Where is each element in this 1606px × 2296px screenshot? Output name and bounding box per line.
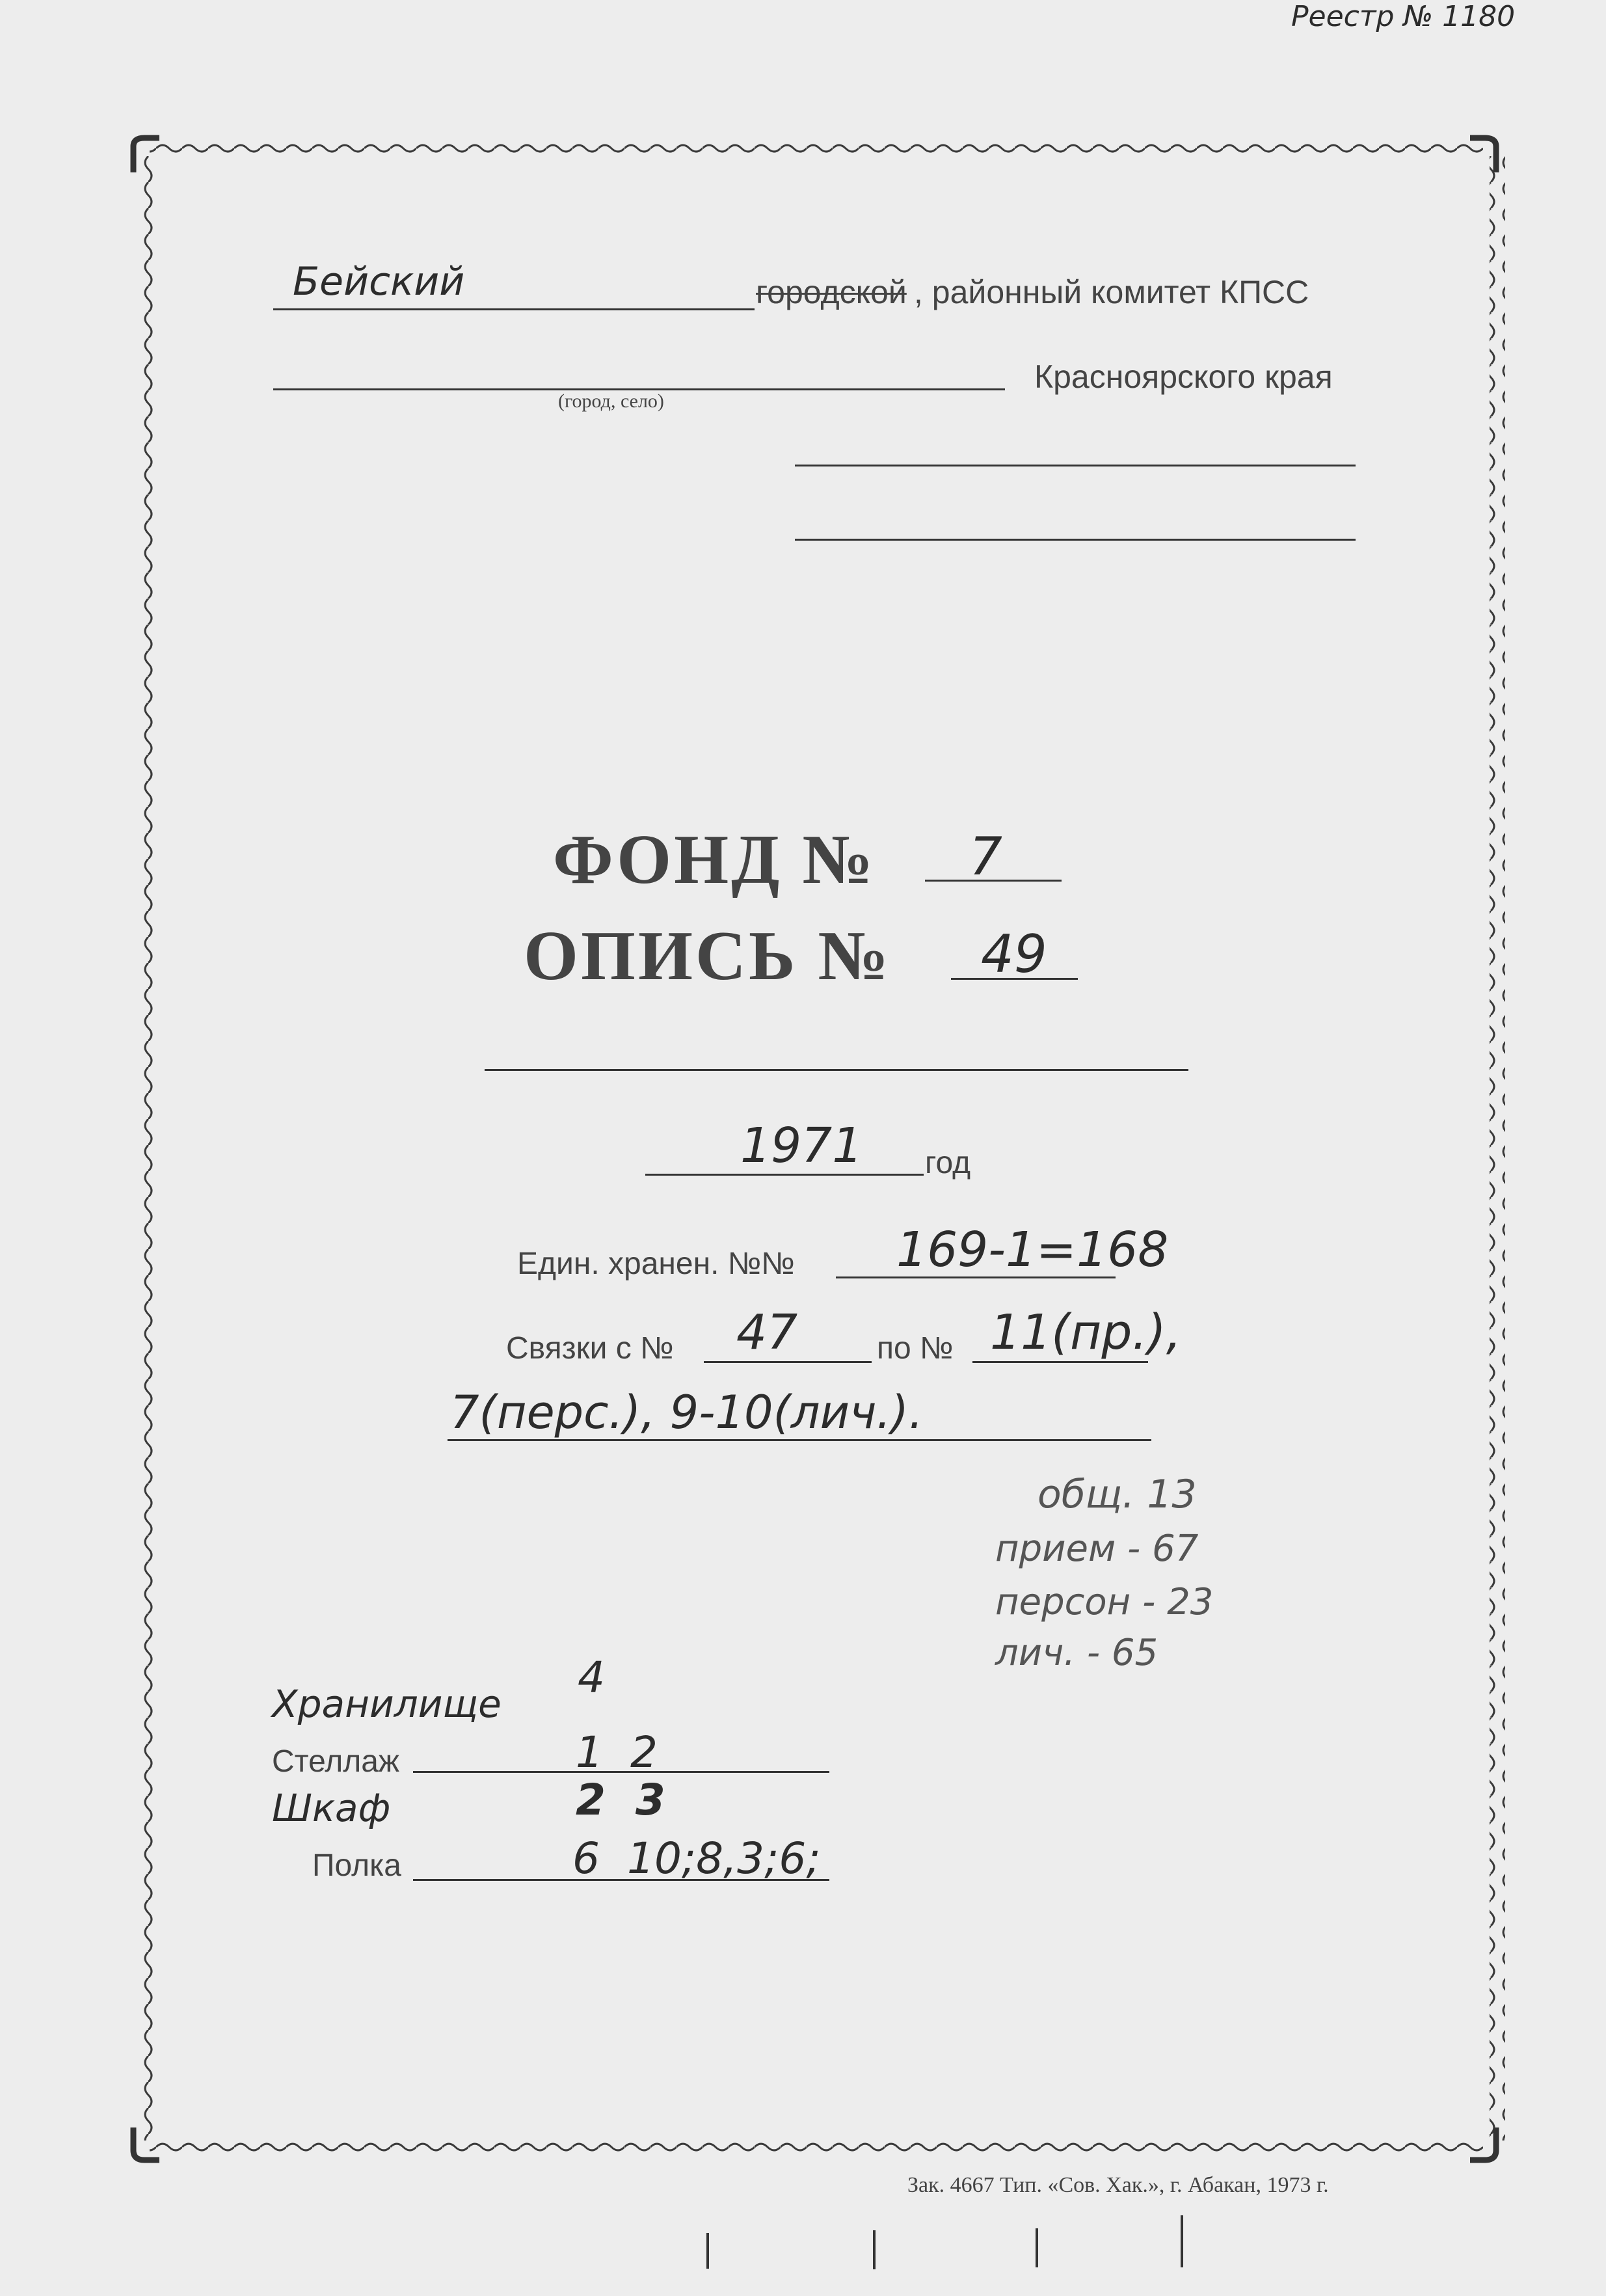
- city-caption: (город, село): [558, 390, 664, 412]
- blank-line-1: [795, 465, 1356, 466]
- bundles-from-underline: [704, 1361, 872, 1363]
- fond-label: ФОНД №: [553, 821, 876, 898]
- shelf-value: 6 10;8,3;6;: [572, 1833, 821, 1884]
- city-underline: [273, 308, 755, 310]
- binding-mark-3: [1036, 2228, 1038, 2267]
- struck-word: городской: [756, 274, 907, 310]
- repository-label: Хранилище: [272, 1682, 502, 1726]
- cabinet-value: 2 3: [576, 1775, 665, 1825]
- fond-value: 7: [969, 826, 1002, 887]
- fond-underline: [925, 880, 1062, 882]
- binding-mark-2: [873, 2230, 876, 2269]
- bundles-continuation-underline: [448, 1439, 1151, 1441]
- imprint: Зак. 4667 Тип. «Сов. Хак.», г. Абакан, 1973 г.: [907, 2173, 1329, 2197]
- units-underline: [836, 1276, 1116, 1278]
- cabinet-label: Шкаф: [272, 1786, 391, 1830]
- committee-text: , районный комитет КПСС: [914, 274, 1309, 310]
- opis-value: 49: [981, 924, 1047, 984]
- units-label: Един. хранен. №№: [517, 1247, 795, 1281]
- city-value: Бейский: [293, 259, 465, 304]
- year-value: 1971: [740, 1118, 863, 1174]
- rack-value: 1 2: [576, 1727, 658, 1777]
- year-label: год: [925, 1146, 971, 1180]
- units-value: 169-1=168: [896, 1222, 1169, 1278]
- rack-underline: [413, 1771, 829, 1773]
- opis-underline: [951, 978, 1078, 980]
- region-text: Красноярского края: [1034, 358, 1333, 395]
- bundles-to-underline: [972, 1361, 1148, 1363]
- binding-mark-4: [1181, 2215, 1183, 2267]
- blank-line-2: [795, 539, 1356, 541]
- rack-label: Стеллаж: [272, 1744, 400, 1779]
- bundles-from-value: 47: [736, 1304, 798, 1360]
- bundles-from-label: Связки с №: [506, 1331, 674, 1366]
- separator-line: [485, 1069, 1188, 1071]
- note-reception: прием - 67: [995, 1528, 1199, 1570]
- note-total: общ. 13: [1037, 1472, 1197, 1517]
- shelf-underline: [413, 1879, 829, 1881]
- shelf-label: Полка: [312, 1848, 401, 1883]
- bundles-to-label: по №: [877, 1331, 954, 1366]
- year-underline: [645, 1174, 924, 1176]
- binding-mark-1: [706, 2233, 709, 2269]
- opis-label: ОПИСЬ №: [524, 917, 891, 995]
- note-personal: лич. - 65: [995, 1632, 1158, 1674]
- note-personnel: персон - 23: [995, 1581, 1214, 1623]
- bundles-to-value: 11(пр.),: [990, 1304, 1182, 1360]
- registry-note: Реестр № 1180: [1291, 0, 1516, 33]
- bundles-continuation: 7(перс.), 9-10(лич.).: [450, 1386, 924, 1439]
- repository-value: 4: [578, 1653, 605, 1703]
